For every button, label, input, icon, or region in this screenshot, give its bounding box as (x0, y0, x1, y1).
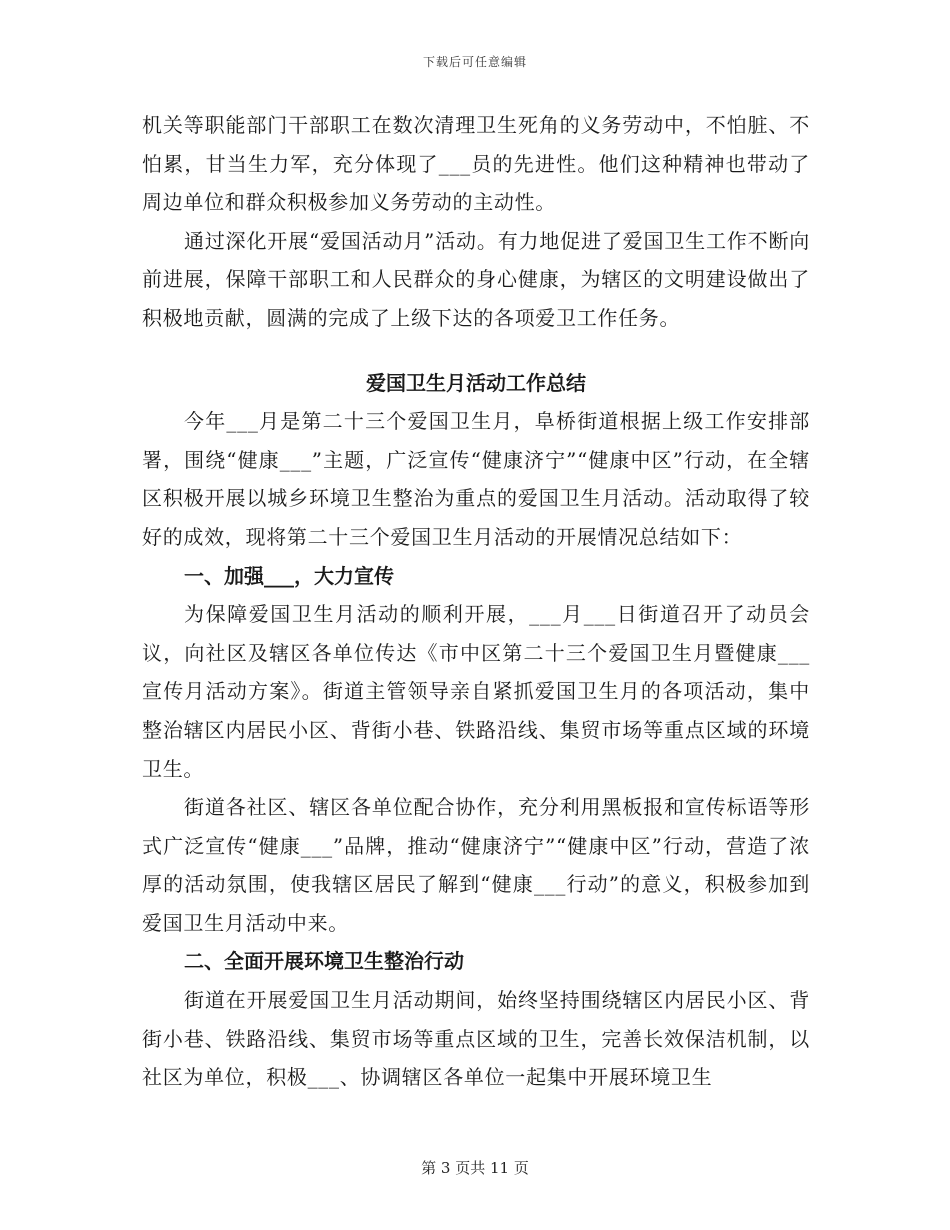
paragraph-section2-a: 街道在开展爱国卫生月活动期间，始终坚持围绕辖区内居民小区、背街小巷、铁路沿线、集贸市场等重点区域的卫生，完善长效保洁机制，以社区为单位，积极___、协调辖区各单位一起集中开展环境卫生 (142, 988, 810, 1090)
section-heading-1: 一、加强___，大力宣传 (184, 563, 394, 588)
paragraph-conclusion: 通过深化开展“爱国活动月”活动。有力地促进了爱国卫生工作不断向前进展，保障干部职工和人民群众的身心健康，为辖区的文明建设做出了积极地贡献，圆满的完成了上级下达的各项爱卫工作任务。 (142, 228, 810, 330)
paragraph-intro: 今年___月是第二十三个爱国卫生月，阜桥街道根据上级工作安排部署，围绕“健康___”主题，广泛宣传“健康济宁”“健康中区”行动，在全辖区积极开展以城乡环境卫生整治为重点的爱国卫生月活动。活动取得了较好的成效，现将第二十三个爱国卫生月活动的开展情况总结如下： (142, 409, 810, 549)
document-title: 爱国卫生月活动工作总结 (366, 370, 586, 395)
paragraph-section1-a: 为保障爱国卫生月活动的顺利开展，___月___日街道召开了动员会议，向社区及辖区各单位传达《市中区第二十三个爱国卫生月暨健康___宣传月活动方案》。街道主管领导亲自紧抓爱国卫生月的各项活动，集中整治辖区内居民小区、背街小巷、铁路沿线、集贸市场等重点区域的环境卫生。 (142, 602, 810, 781)
section-heading-2: 二、全面开展环境卫生整治行动 (184, 949, 464, 974)
page-header: 下载后可任意编辑 (422, 55, 527, 69)
paragraph-continuation: 机关等职能部门干部职工在数次清理卫生死角的义务劳动中，不怕脏、不怕累，甘当生力军，充分体现了___员的先进性。他们这种精神也带动了周边单位和群众积极参加义务劳动的主动性。 (142, 113, 810, 215)
paragraph-section1-b: 街道各社区、辖区各单位配合协作，充分利用黑板报和宣传标语等形式广泛宣传“健康___”品牌，推动“健康济宁”“健康中区”行动，营造了浓厚的活动氛围，使我辖区居民了解到“健康___行动”的意义，积极参加到爱国卫生月活动中来。 (142, 795, 810, 935)
document-body (142, 106, 810, 1097)
page-footer: 第 3 页共 11 页 (421, 1159, 529, 1177)
